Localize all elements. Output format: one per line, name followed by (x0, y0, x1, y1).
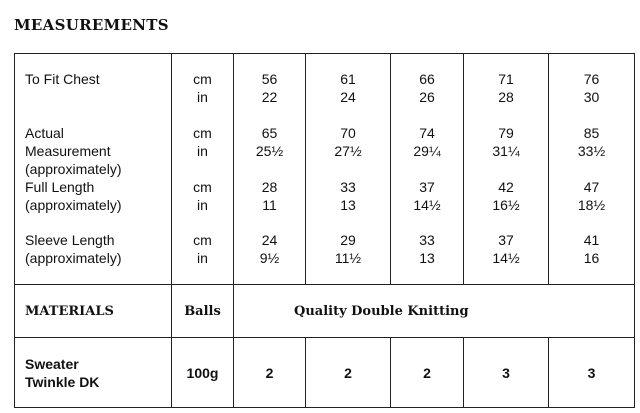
size-column-1 (234, 54, 306, 285)
size-column-5 (549, 54, 635, 285)
size-value: 41 16 (583, 232, 600, 266)
page-title: MEASUREMENTS (14, 16, 169, 34)
unit-label: cm in (193, 232, 212, 266)
yarn-quantity: 2 (234, 338, 306, 408)
unit-label: cm in (193, 71, 212, 105)
yarn-name: Sweater Twinkle DK (15, 338, 172, 408)
size-value: 24 9½ (259, 232, 280, 266)
size-value: 70 27½ (334, 125, 362, 159)
label-sleeve-length: Sleeve Length (approximately) (25, 232, 122, 266)
size-value: 33 13 (340, 179, 356, 213)
balls-header: Balls (172, 285, 234, 338)
labels-cell (15, 54, 172, 285)
size-value: 42 16½ (492, 179, 520, 213)
size-value: 74 29¼ (413, 125, 441, 159)
materials-row (15, 285, 635, 338)
unit-label: cm in (193, 125, 212, 159)
unit-label: cm in (193, 179, 212, 213)
yarn-row (15, 338, 635, 408)
size-value: 76 30 (583, 71, 600, 105)
size-value: 71 28 (498, 71, 514, 105)
size-value: 29 11½ (334, 232, 362, 266)
size-value: 79 31¼ (492, 125, 520, 159)
units-cell (172, 54, 234, 285)
size-value: 56 22 (261, 71, 278, 105)
materials-header: MATERIALS (15, 285, 172, 338)
size-value: 65 25½ (255, 125, 284, 159)
yarn-quantity: 3 (549, 338, 635, 408)
size-column-4 (464, 54, 549, 285)
size-value: 33 13 (419, 232, 435, 266)
size-value: 37 14½ (413, 179, 441, 213)
size-column-2 (306, 54, 391, 285)
size-column-3 (391, 54, 464, 285)
size-value: 61 24 (340, 71, 356, 105)
label-full-length: Full Length (approximately) (25, 179, 122, 213)
size-value: 66 26 (419, 71, 435, 105)
quality-header: Quality Double Knitting (234, 285, 635, 338)
yarn-weight: 100g (172, 338, 234, 408)
size-value: 37 14½ (492, 232, 520, 266)
measurements-table (14, 53, 635, 408)
label-actual-measurement: Actual Measurement (approximately) (25, 125, 122, 177)
yarn-quantity: 2 (306, 338, 391, 408)
yarn-quantity: 3 (464, 338, 549, 408)
size-value: 47 18½ (577, 179, 606, 213)
size-value: 85 33½ (577, 125, 606, 159)
yarn-quantity: 2 (391, 338, 464, 408)
measurements-row (15, 54, 635, 285)
size-value: 28 11 (261, 179, 278, 213)
label-to-fit-chest: To Fit Chest (25, 71, 100, 87)
